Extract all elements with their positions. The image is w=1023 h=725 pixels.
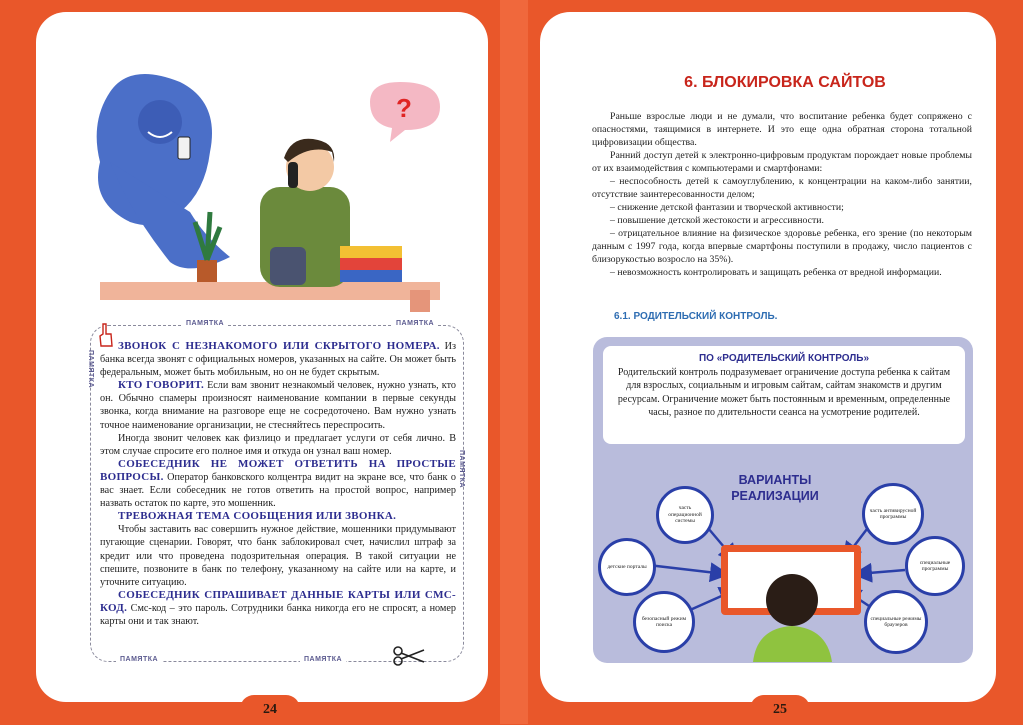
page-number-left: 24: [240, 695, 300, 723]
phone-call-illustration: [70, 62, 450, 312]
svg-text:?: ?: [396, 93, 412, 123]
section-body: [592, 110, 972, 279]
memo-body: Из банка всегда звонят с официальных номеров, указанных на сайте. Он может быть федеральным, может быть мобильным, но он не будет скрытым.: [100, 341, 456, 379]
bubble-kids-portals: детские порталы: [598, 538, 656, 596]
subsection-title: 6.1. РОДИТЕЛЬСКИЙ КОНТРОЛЬ.: [614, 311, 778, 322]
memo-heading: СОБЕСЕДНИК НЕ МОЖЕТ ОТВЕТИТЬ НА ПРОСТЫЕ ВОПРОСЫ.: [100, 457, 456, 483]
memo-paragraph-6: [100, 523, 456, 588]
memo-tag-top-right: ПАМЯТКА: [392, 320, 438, 327]
bullet-item: – повышение детской жестокости и агрессивности.: [610, 215, 824, 226]
bullet-item: – снижение детской фантазии и творческой активности;: [610, 202, 844, 213]
parental-control-box: [603, 346, 965, 444]
memo-body: Если вам звонит незнакомый человек, нужно узнать, кто он. Обычно спамеры произносят наименование компании в первые секунды звонка, когда внимание на разговоре еще не сосредоточено. Вам нужно узнать точное наименование организации, не стесняйтесь переспросить.: [100, 380, 456, 431]
bubble-safe-search: безопасный режим поиска: [633, 591, 695, 653]
memo-heading: ТРЕВОЖНАЯ ТЕМА СООБЩЕНИЯ ИЛИ ЗВОНКА.: [118, 510, 397, 523]
memo-paragraph-4: [100, 458, 456, 510]
intro-paragraph-2: Ранний доступ детей к электронно-цифровым продуктам порождает новые проблемы от их взаимодействия с компьютерами и смартфонами:: [592, 150, 972, 174]
memo-tag-top-left: ПАМЯТКА: [182, 320, 228, 327]
bullet-item: – невозможность контролировать и защищать ребенка от вредной информации.: [610, 267, 942, 278]
bubble-special-programs: специальные программы: [905, 536, 965, 596]
bubble-os: часть операционной системы: [656, 486, 714, 544]
bullet-item: – неспособность детей к самоуглублению, к концентрации на каком-либо занятии, отсутствие заинтересованности делом;: [592, 176, 972, 200]
memo-body: Оператор банковского колцентра видит на экране все, что банк о вас знает. Если собеседник не готов ответить на простой вопрос, например назвать остаток по карте, это мошенник.: [100, 471, 456, 510]
memo-body: Чтобы заставить вас совершить нужное действие, мошенники придумывают пугающие сценарии. Говорят, что банк заблокировал счет, начислил штраф за кредит или что проведена подозрительная операция. В такой ситуации не спешите, позвоните в банк по телефону, указанному на сайте или на карте, и уточните ситуацию.: [100, 524, 456, 588]
memo-paragraph-7: [100, 589, 456, 628]
memo-paragraph-2: [100, 379, 456, 431]
bubble-antivirus: часть антивирусной программы: [862, 483, 924, 545]
memo-tag-left-side: ПАМЯТКА: [87, 350, 94, 389]
memo-tag-right-side: ПАМЯТКА: [458, 450, 465, 489]
memo-paragraph-1: [100, 340, 456, 379]
page-number-right: 25: [750, 695, 810, 723]
memo-heading: ЗВОНОК С НЕЗНАКОМОГО ИЛИ СКРЫТОГО НОМЕРА.: [118, 340, 440, 352]
panel-text: Родительский контроль подразумевает ограничение доступа ребенка к сайтам для взрослых, социальным и игровым сайтам, сайтам знакомств и другим ресурсам. Ограничение может быть постоянным и временным, определенные часы, разное по длительности сеанса на усмотрение родителей.: [617, 366, 951, 418]
memo-tag-bottom-right: ПАМЯТКА: [300, 656, 346, 663]
memo-heading: СОБЕСЕДНИК СПРАШИВАЕТ ДАННЫЕ КАРТЫ ИЛИ СМС-КОД.: [100, 588, 456, 614]
memo-body: Смс-код – это пароль. Сотрудники банка никогда его не спросят, а номер карты они и так знают.: [100, 602, 456, 627]
bubble-browser-modes: специальные режимы браузеров: [864, 590, 928, 654]
intro-paragraph-1: Раньше взрослые люди и не думали, что воспитание ребенка будет сопряжено с опасностями, таящимися в интернете. И это еще одна обратная сторона тотальной цифровизации общества.: [592, 111, 972, 148]
panel-title: ПО «РОДИТЕЛЬСКИЙ КОНТРОЛЬ»: [698, 353, 870, 364]
scissors-icon: [392, 646, 426, 666]
memo-paragraph-5: [100, 510, 456, 523]
section-title: 6. БЛОКИРОВКА САЙТОВ: [684, 74, 886, 91]
child-figure: [745, 570, 840, 662]
memo-heading: КТО ГОВОРИТ.: [118, 379, 205, 392]
memo-body: Иногда звонит человек как физлицо и предлагает услуги от себя лично. В этом случае спросите его полное имя и откуда он узнал ваш номер.: [100, 432, 456, 457]
memo-paragraph-3: [100, 432, 456, 458]
book-spine: [500, 0, 528, 724]
bullet-item: – отрицательное влияние на физическое здоровье ребенка, его зрение (по некоторым данным с 1997 года, когда впервые смартфоны поступили в продажу, число пациентов с близорукостью возросло на 35%).: [592, 228, 972, 265]
memo-tag-bottom-left: ПАМЯТКА: [116, 656, 162, 663]
variants-title: ВАРИАНТЫ РЕАЛИЗАЦИИ: [731, 473, 819, 503]
memo-text: [100, 340, 456, 628]
